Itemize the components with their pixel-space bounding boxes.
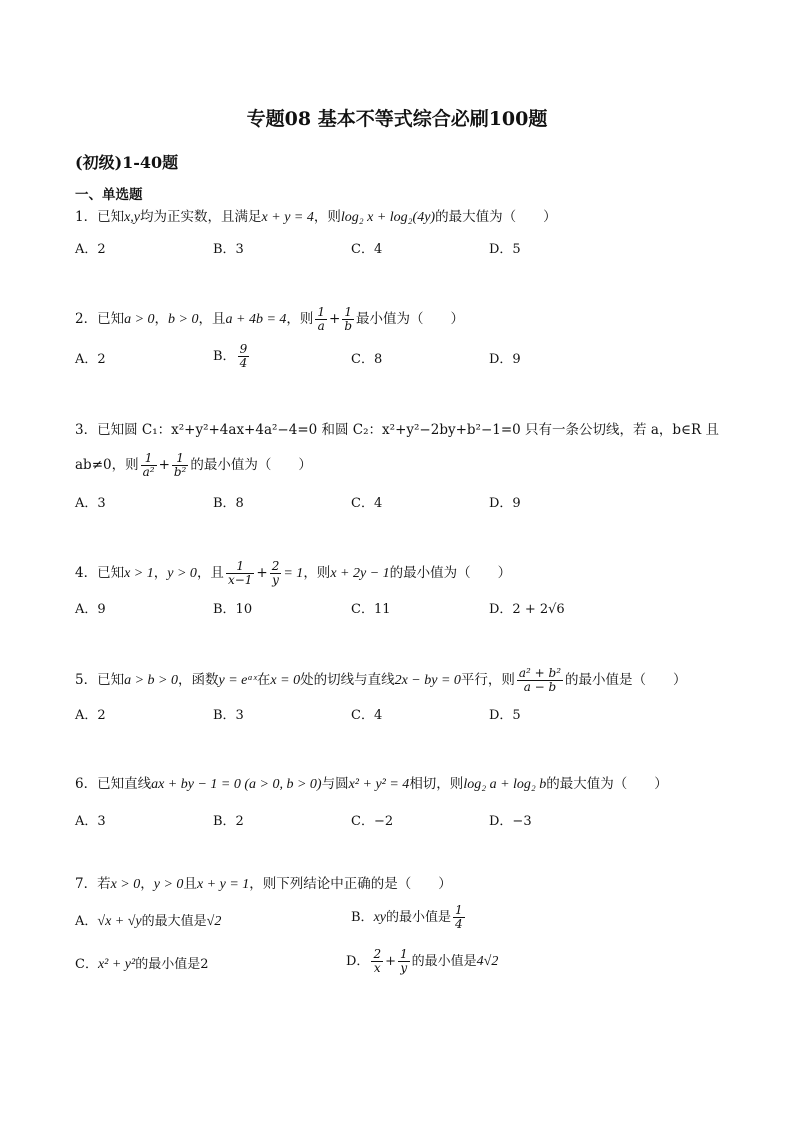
question-7-option-d: D． $\frac{2}{x}$ + $\frac{1}{y}$ 的最小值是4√2 (346, 947, 499, 975)
question-6-option-c: C．−2 (351, 814, 394, 829)
question-4-option-b: B．10 (213, 602, 253, 617)
question-3-option-a: A．3 (75, 496, 106, 511)
question-3-option-c: C．4 (351, 496, 383, 511)
question-2-option-b: B． $\frac{9}{4}$ (213, 342, 248, 370)
question-3-option-d: D．9 (489, 496, 521, 511)
fraction: $\frac{1}{\text{b²}}$ (173, 451, 187, 479)
question-7-option-c: C．x² + y²的最小值是2 (75, 957, 209, 972)
question-6-option-a: A．3 (75, 814, 106, 829)
question-5-option-c: C．4 (351, 708, 383, 723)
question-5: 5．已知a > b > 0，函数y = eᵃˣ在x = 0处的切线与直线2x − by = 0平行，则 $\frac{\text{a² + b²}}{a - b}$ 的最小值是（ ） (75, 666, 687, 694)
question-1-option-b: B．3 (213, 242, 244, 257)
question-3-option-b: B．8 (213, 496, 244, 511)
question-7-option-b: B．xy的最小值是 $\frac{1}{4}$ (351, 903, 463, 931)
document-title: 专题08 基本不等式综合必刷100题 (246, 108, 548, 130)
question-5-option-a: A．2 (75, 708, 106, 723)
fraction: $\frac{1}{\text{a²}}$ (142, 451, 155, 479)
question-3-line-1: 3．已知圆 C₁：x²+y²+4ax+4a²−4=0 和圆 C₂：x²+y²−2by+b²−1=0 只有一条公切线，若 a，b∈R 且 (75, 422, 719, 438)
fraction: $\frac{2}{y}$ (271, 559, 280, 587)
question-5-option-b: B．3 (213, 708, 244, 723)
question-4: 4．已知x > 1，y > 0，且 $\frac{1}{x-1}$ + $\frac{2}{y}$ = 1，则x + 2y − 1的最小值为（ ） (75, 559, 512, 587)
question-7-option-a: A．√x + √y的最大值是√2 (75, 914, 222, 929)
fraction: $\frac{1}{y}$ (399, 947, 408, 975)
question-2-option-c: C．8 (351, 352, 383, 367)
question-4-option-a: A．9 (75, 602, 106, 617)
fraction: $\frac{1}{x-1}$ (227, 559, 253, 587)
fraction: $\frac{1}{b}$ (344, 305, 353, 333)
question-5-option-d: D．5 (489, 708, 521, 723)
question-2: 2．已知a > 0，b > 0，且a + 4b = 4，则 $\frac{1}{a}$ + $\frac{1}{b}$ 最小值为（ ） (75, 305, 465, 333)
question-2-option-a: A．2 (75, 352, 106, 367)
fraction: $\frac{2}{x}$ (373, 947, 382, 975)
question-1-option-a: A．2 (75, 242, 106, 257)
fraction: $\frac{\text{a² + b²}}{a - b}$ (518, 666, 562, 694)
question-6: 6．已知直线ax + by − 1 = 0 (a > 0, b > 0)与圆x² + y² = 4相切，则log₂ a + log₂ b的最大值为（ ） (75, 776, 668, 792)
section-heading: 一、单选题 (75, 187, 143, 203)
question-1-option-c: C．4 (351, 242, 383, 257)
question-2-option-d: D．9 (489, 352, 521, 367)
question-4-option-d: D．2 + 2√6 (489, 602, 565, 617)
question-1-option-d: D．5 (489, 242, 521, 257)
question-6-option-b: B．2 (213, 814, 244, 829)
fraction: $\frac{1}{a}$ (317, 305, 326, 333)
question-4-option-c: C．11 (351, 602, 391, 617)
fraction: $\frac{9}{4}$ (239, 342, 248, 370)
document-subtitle: (初级)1-40题 (75, 153, 179, 172)
fraction: $\frac{1}{4}$ (455, 903, 463, 931)
question-3-line-2: ab≠0，则 $\frac{1}{\text{a²}}$ + $\frac{1}{\text{b²}}$ 的最小值为（ ） (75, 451, 312, 479)
question-1: 1．已知x,y均为正实数，且满足x + y = 4，则log₂ x + log₂(4y)的最大值为（ ） (75, 209, 557, 225)
question-7: 7．若x > 0，y > 0且x + y = 1，则下列结论中正确的是（ ） (75, 876, 452, 892)
question-6-option-d: D．−3 (489, 814, 532, 829)
